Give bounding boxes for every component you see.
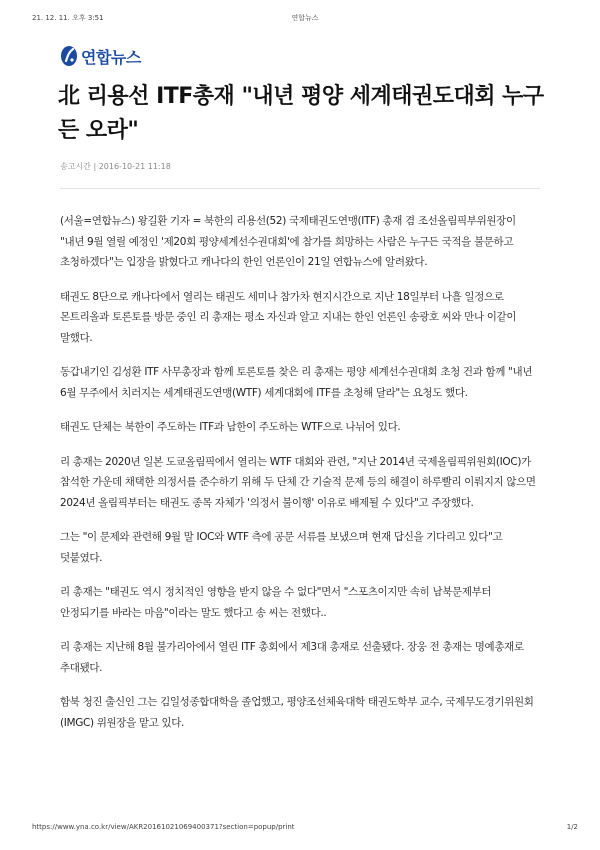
article-meta: 송고시간 | 2016-10-21 11:18: [60, 162, 171, 171]
print-footer: [32, 823, 578, 835]
print-page-number: 1/2: [566, 823, 578, 831]
article-body: [60, 211, 542, 747]
print-url: https://www.yna.co.kr/view/AKR20161021069400371?section=popup/print: [32, 823, 295, 831]
article-paragraph: 동갑내기인 김성환 ITF 사무총장과 함께 토론토를 찾은 리 총재는 평양 세계선수권대회 초청 건과 함께 "내년 6월 무주에서 치러지는 세계태권도연맹(WTF) 세계대회에 ITF를 초청해 달라"는 요청도 했다.: [60, 366, 533, 399]
article-paragraph: 리 총재는 2020년 일본 도쿄올림픽에서 열리는 WTF 대회와 관련, "지난 2014년 국제올림픽위원회(IOC)가 참석한 가운데 채택한 의정서를 준수하기 위해 두 단체 간 기술적 문제 등의 해결이 하루빨리 이뤄지지 않으면 2024년 올림픽부터는 태권도 종목 자체가 '의정서 불이행' 이유로 배제될 수 있다"고 주장했다.: [60, 455, 536, 509]
print-datetime: 21. 12. 11. 오후 3:51: [32, 14, 104, 22]
article-paragraph: 리 총재는 "태권도 역시 정치적인 영향을 받지 않을 수 없다"면서 "스포츠이지만 속히 남북문제부터 안정되기를 바라는 마음"이라는 말도 했다고 송 씨는 전했다..: [60, 586, 492, 619]
article-paragraph: 그는 "이 문제와 관련해 9월 말 IOC와 WTF 측에 공문 서류를 보냈으며 현재 답신을 기다리고 있다"고 덧붙였다.: [60, 531, 503, 564]
site-logo[interactable]: [60, 43, 141, 69]
article-paragraph: 리 총재는 지난해 8월 불가리아에서 열린 ITF 총회에서 제3대 총재로 선출됐다. 장웅 전 총재는 명예총재로 추대됐다.: [60, 641, 524, 674]
print-site-title: 연합뉴스: [291, 14, 319, 22]
title-divider: [60, 188, 540, 189]
article-paragraph: 태권도 8단으로 캐나다에서 열리는 태권도 세미나 참가차 현지시간으로 지난 18일부터 나흘 일정으로 몬트리올과 토론토를 방문 중인 리 총재는 평소 자신과 알고 지내는 한인 언론인 송광호 씨와 만나 이같이 말했다.: [60, 290, 517, 344]
logo-text: 연합뉴스: [81, 47, 141, 67]
article-paragraph: 함북 청진 출신인 그는 김일성종합대학을 졸업했고, 평양조선체육대학 태권도학부 교수, 국제무도경기위원회(IMGC) 위원장을 맡고 있다.: [60, 696, 534, 729]
yonhap-logo-icon: [60, 45, 78, 67]
article-title: 北 리용선 ITF총재 "내년 평양 세계태권도대회 누구든 오라": [58, 84, 544, 143]
article-paragraph: 태권도 단체는 북한이 주도하는 ITF과 남한이 주도하는 WTF으로 나뉘어 있다.: [60, 421, 401, 433]
print-header: [32, 13, 578, 25]
article-paragraph: (서울=연합뉴스) 왕길환 기자 = 북한의 리용선(52) 국제태권도연맹(ITF) 총재 겸 조선올림픽부위원장이 "내년 9월 열릴 예정인 '제20회 평양세계선수권대회'에 참가를 희망하는 사람은 누구든 국적을 불문하고 초청하겠다"는 입장을 밝혔다고 캐나다의 한인 언론인이 21일 연합뉴스에 알려왔다.: [60, 215, 516, 268]
